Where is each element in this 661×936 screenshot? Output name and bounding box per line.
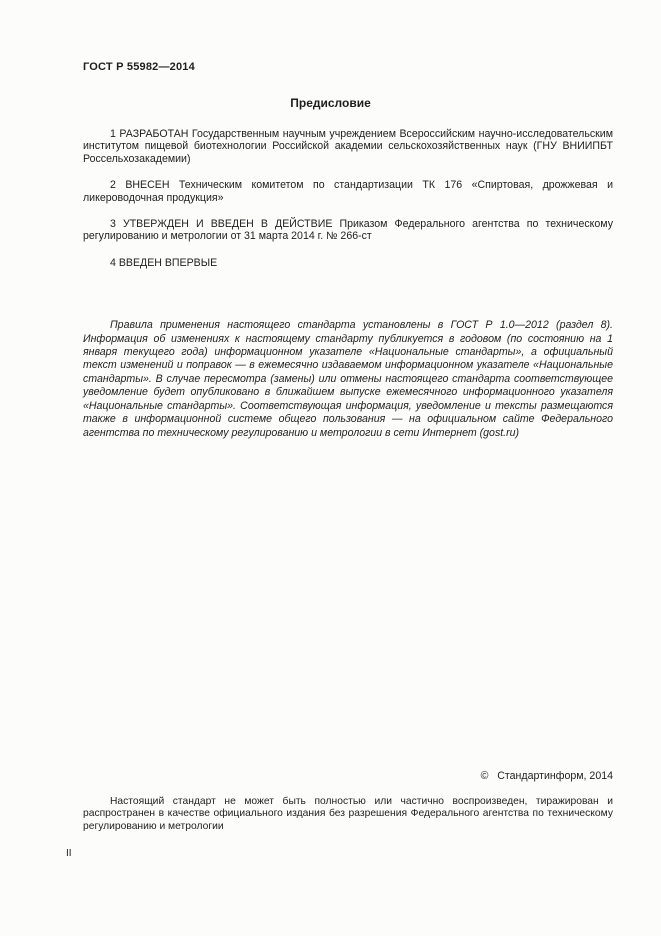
page-number: II	[66, 848, 72, 859]
doc-code: ГОСТ Р 55982—2014	[83, 61, 195, 73]
copyright-line: © Стандартинформ, 2014	[480, 770, 613, 782]
spacer	[83, 283, 613, 319]
foreword-item-developed: 1 РАЗРАБОТАН Государственным научным учреждением Всероссийским научно-исследовательским институтом пищевой биотехнологии Российской академии сельскохозяйственных наук (ГНУ ВНИИПБТ Россельхозакадемии)	[83, 128, 613, 165]
foreword-item-approved: 3 УТВЕРЖДЕН И ВВЕДЕН В ДЕЙСТВИЕ Приказом Федерального агентства по техническому регулированию и метрологии от 31 марта 2014 г. № 266-ст	[83, 218, 613, 243]
reproduction-notice: Настоящий стандарт не может быть полностью или частично воспроизведен, тиражирован и распространен в качестве официального издания без разрешения Федерального агентства по техническому регулированию и метрологии	[83, 796, 613, 832]
foreword-content	[83, 128, 613, 440]
foreword-item-submitted: 2 ВНЕСЕН Техническим комитетом по стандартизации ТК 176 «Спиртовая, дрожжевая и ликероводочная продукция»	[83, 179, 613, 204]
legal-notice: Правила применения настоящего стандарта установлены в ГОСТ Р 1.0—2012 (раздел 8). Информация об изменениях к настоящему стандарту публикуется в годовом (по состоянию на 1 января текущего года) информационном указателе «Национальные стандарты», а официальный текст изменений и поправок — в ежемесячно издаваемом информационном указателе «Национальные стандарты». В случае пересмотра (замены) или отмены настоящего стандарта соответствующее уведомление будет опубликовано в ближайшем выпуске ежемесячного информационного указателя «Национальные стандарты». Соответствующая информация, уведомление и тексты размещаются также в информационной системе общего пользования — на официальном сайте Федерального агентства по техническому регулированию и метрологии в сети Интернет (gost.ru)	[83, 319, 613, 439]
foreword-item-first-introduced: 4 ВВЕДЕН ВПЕРВЫЕ	[110, 256, 218, 269]
page-title: Предисловие	[290, 96, 371, 110]
